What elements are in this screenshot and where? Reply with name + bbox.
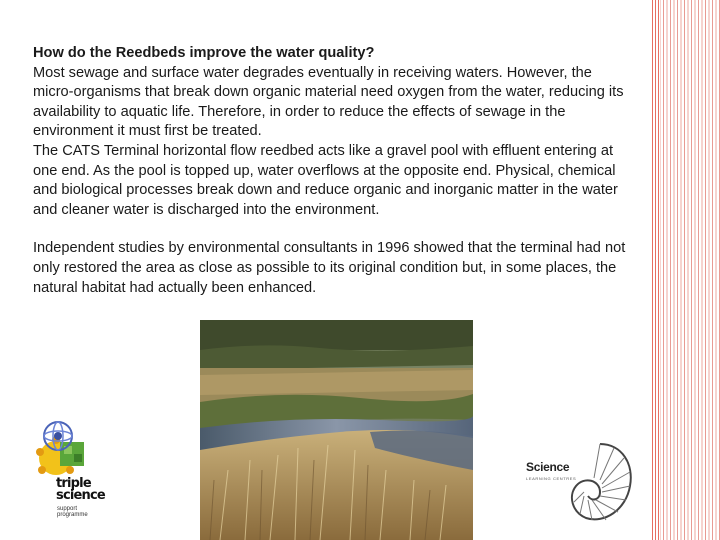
triple-science-logo <box>30 418 120 528</box>
slide-heading: How do the Reedbeds improve the water quality? <box>33 45 375 61</box>
paragraph-gap <box>33 220 633 239</box>
paragraph-3: Independent studies by environmental consultants in 1996 showed that the terminal had not only restored the area as close as possible to its original condition but, in some places, the natural habitat had actually been enhanced. <box>33 240 626 296</box>
triple-science-subtitle <box>57 506 88 518</box>
slide-text <box>33 44 633 298</box>
science-logo-title: Science <box>526 460 570 474</box>
triple-science-wordmark <box>56 478 105 502</box>
support-word: support <box>57 506 78 512</box>
paragraph-1: Most sewage and surface water degrades eventually in receiving waters. However, the micro-organisms that break down organic material need oxygen from the water, reducing its availability to aquatic life. Therefore, in order to reduce the effects of sewage in the environment it must first be treated. <box>33 64 624 140</box>
science-logo-subtitle: LEARNING CENTRES <box>526 476 577 481</box>
nautilus-shell-icon <box>564 438 636 528</box>
triple-science-emblem-icon <box>30 418 120 480</box>
science-word: science <box>56 488 105 503</box>
decorative-side-stripes <box>652 0 720 540</box>
paragraph-2: The CATS Terminal horizontal flow reedbed acts like a gravel pool with effluent entering at one end. As the pool is topped up, water overflows at the opposite end. Physical, chemical and biological processes break down and reduce organic and inorganic matter in the water and cleaner water is discharged into the environment. <box>33 142 618 218</box>
reedbed-photo <box>200 320 473 540</box>
science-learning-centres-logo <box>526 438 636 528</box>
programme-word: programme <box>57 512 88 518</box>
triple-word: triple <box>56 476 91 491</box>
